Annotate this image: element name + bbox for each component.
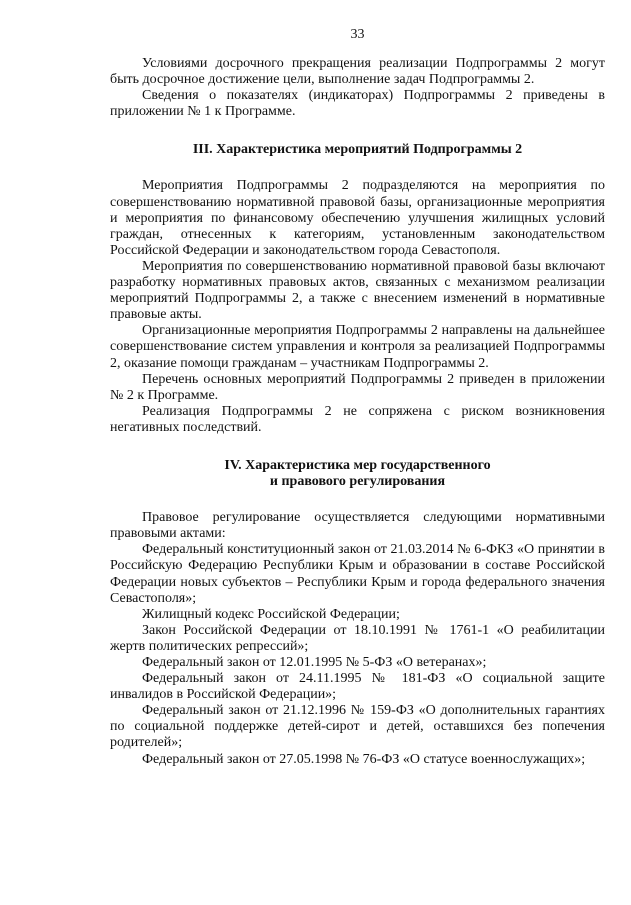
intro-paragraph-early-termination: Условиями досрочного прекращения реализации Подпрограммы 2 могут быть досрочное достижение цели, выполнение задач Подпрограммы 2. <box>110 56 605 88</box>
intro-paragraph-indicators: Сведения о показателях (индикаторах) Подпрограммы 2 приведены в приложении № 1 к Программе. <box>110 88 605 120</box>
section-4-paragraph: Правовое регулирование осуществляется следующими нормативными правовыми актами: <box>110 510 605 542</box>
page-number: 33 <box>350 27 365 42</box>
section-4-paragraph: Федеральный закон от 24.11.1995 № 181-ФЗ «О социальной защите инвалидов в Российской Федерации»; <box>110 671 605 703</box>
section-4-heading <box>110 458 605 490</box>
section-3-paragraph: Мероприятия Подпрограммы 2 подразделяются на мероприятия по совершенствованию нормативной правовой базы, организационные мероприятия и мероприятия по финансовому обеспечению улучшения жилищных условий граждан, отнесенных к категориям, установленным законодательством Российской Федерации и законодательством города Севастополя. <box>110 178 605 258</box>
section-4-paragraph: Федеральный закон от 27.05.1998 № 76-ФЗ «О статусе военнослужащих»; <box>142 751 586 767</box>
section-4-heading-line-2: и правового регулирования <box>269 474 446 490</box>
section-3-paragraph: Мероприятия по совершенствованию нормативной правовой базы включают разработку нормативных правовых актов, связанных с механизмом реализации мероприятий Подпрограммы 2, а также с внесением изменений в нормативные правовые акты. <box>110 258 605 323</box>
section-4-paragraph: Жилищный кодекс Российской Федерации; <box>142 606 400 622</box>
section-3-heading: III. Характеристика мероприятий Подпрограммы 2 <box>192 142 523 158</box>
section-4-paragraph: Федеральный конституционный закон от 21.03.2014 № 6-ФКЗ «О принятии в Российскую Федерацию Республики Крым и образовании в составе Российской Федерации новых субъектов – Республики Крым и города федерального значения Севастополя»; <box>110 542 605 606</box>
section-3-paragraph: Перечень основных мероприятий Подпрограммы 2 приведен в приложении № 2 к Программе. <box>110 371 605 403</box>
section-3-paragraph: Реализация Подпрограммы 2 не сопряжена с риском возникновения негативных последствий. <box>110 403 605 435</box>
section-4-paragraph: Федеральный закон от 21.12.1996 № 159-ФЗ «О дополнительных гарантиях по социальной поддержке детей-сирот и детей, оставшихся без попечения родителей»; <box>110 703 605 751</box>
section-4-paragraph: Федеральный закон от 12.01.1995 № 5-ФЗ «О ветеранах»; <box>142 655 487 670</box>
section-4-paragraph: Закон Российской Федерации от 18.10.1991 № 1761-1 «О реабилитации жертв политических репрессий»; <box>110 622 605 654</box>
section-4-heading-line-1: IV. Характеристика мер государственного <box>224 457 491 473</box>
section-3-paragraph: Организационные мероприятия Подпрограммы 2 направлены на дальнейшее совершенствование систем управления и контроля за реализацией Подпрограммы 2, оказание помощи гражданам – участникам Подпрограммы 2. <box>110 323 605 371</box>
